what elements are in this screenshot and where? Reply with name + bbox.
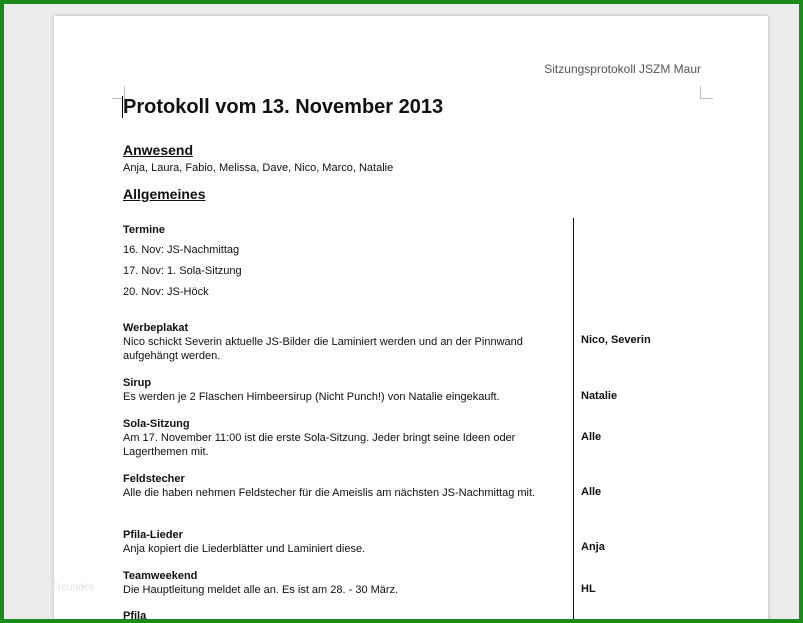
termine-label[interactable]: Termine [123,224,165,236]
agenda-item-label: Werbeplakat [123,322,189,334]
agenda-item-label: Pfila [123,610,147,619]
agenda-item-responsible[interactable]: HL [581,583,596,595]
page-header: Sitzungsprotokoll JSZM Maur [544,62,701,76]
agenda-item-responsible[interactable]: Anja [581,541,605,553]
termin-item[interactable]: 17. Nov: 1. Sola-Sitzung [123,265,242,277]
agenda-item[interactable] [123,321,563,363]
termin-item[interactable]: 20. Nov: JS-Höck [123,286,209,298]
termin-item[interactable]: 16. Nov: JS-Nachmittag [123,244,240,256]
agenda-item[interactable] [123,376,563,404]
agenda-item-label: Teamweekend [123,570,198,582]
agenda-item[interactable] [123,528,563,556]
agenda-item-responsible[interactable]: Natalie [581,390,618,402]
heading-anwesend[interactable]: Anwesend [123,142,194,158]
table-divider [573,218,574,619]
document-viewport [4,4,799,619]
agenda-item-responsible[interactable]: Alle [581,431,602,443]
agenda-item-responsible[interactable]: Alle [581,486,602,498]
agenda-item-text: Am 17. November 11:00 ist die erste Sola-Sitzung. Jeder bringt seine Ideen oder Lagerthemen mit. [123,432,516,458]
margin-corner-right [700,86,713,99]
agenda-item-text: Anja kopiert die Liederblätter und Laminiert diese. [123,543,366,555]
agenda-item-label: Pfila-Lieder [123,529,183,541]
agenda-item-label: Sola-Sitzung [123,418,190,430]
agenda-item-label: Feldstecher [123,473,185,485]
agenda-item-responsible[interactable]: Nico, Severin [581,334,651,346]
agenda-item[interactable] [123,569,563,597]
agenda-item-text: Nico schickt Severin aktuelle JS-Bilder die Laminiert werden und an der Pinnwand aufgehängt werden. [123,336,523,362]
heading-allgemeines[interactable]: Allgemeines [123,186,206,202]
watermark: Freundes [52,582,95,593]
document-title[interactable]: Protokoll vom 13. November 2013 [123,96,444,118]
agenda-item-text: Es werden je 2 Flaschen Himbeersirup (Nicht Punch!) von Natalie eingekauft. [123,391,500,403]
agenda-item[interactable] [123,609,563,619]
document-page [54,16,768,619]
agenda-item[interactable] [123,417,563,459]
agenda-item-text: Die Hauptleitung meldet alle an. Es ist am 28. - 30 März. [123,584,399,596]
agenda-item-label: Sirup [123,377,152,389]
agenda-item-text: Alle die haben nehmen Feldstecher für die Ameislis am nächsten JS-Nachmittag mit. [123,487,536,499]
attendees-text[interactable]: Anja, Laura, Fabio, Melissa, Dave, Nico, Marco, Natalie [123,162,394,174]
agenda-item[interactable] [123,472,563,500]
